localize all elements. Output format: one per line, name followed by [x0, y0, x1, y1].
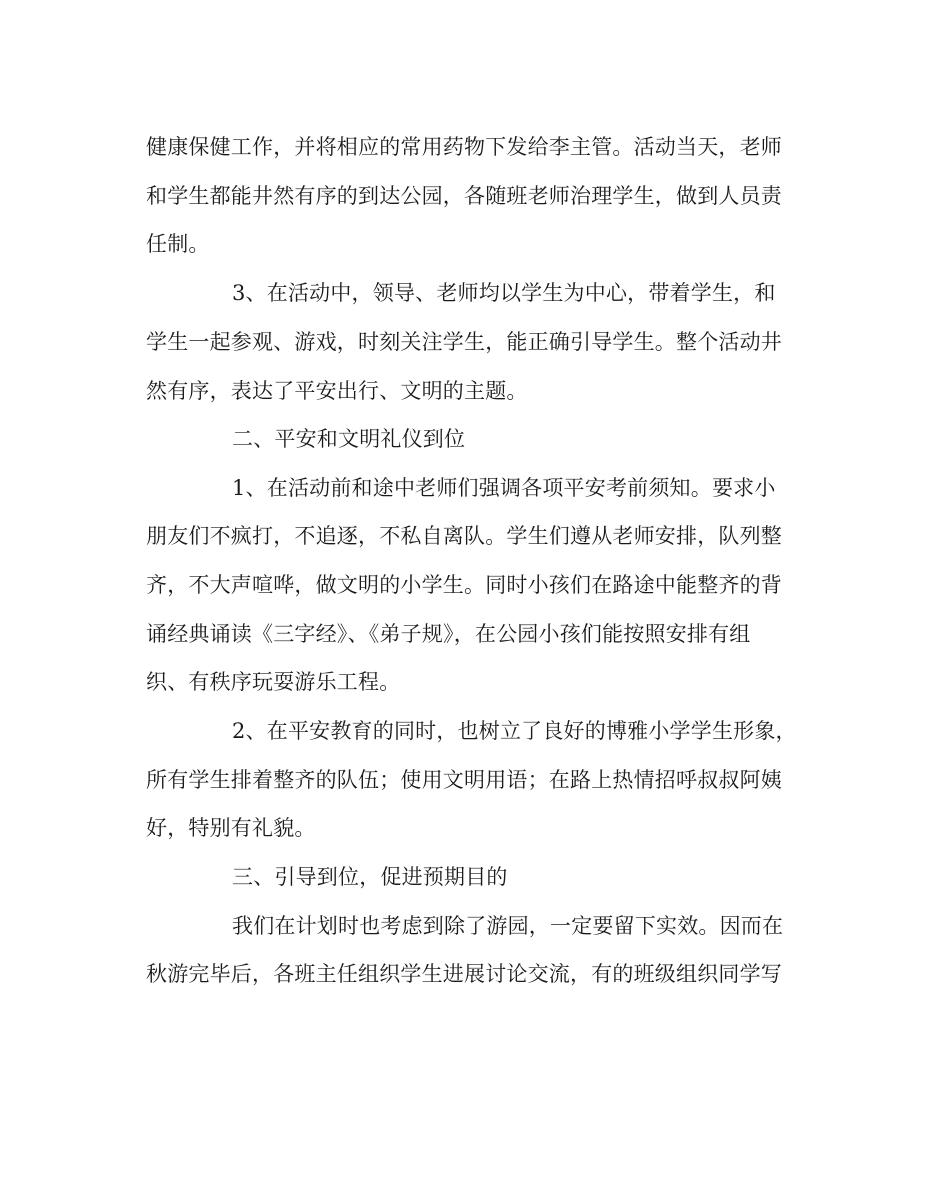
- section-heading: 三、引导到位，促进预期目的: [232, 865, 508, 889]
- body-text-line: 和学生都能井然有序的到达公园，各随班老师治理学生，做到人员责: [146, 184, 782, 208]
- body-text-line: 任制。: [146, 232, 210, 256]
- paragraph-first-line: 我们在计划时也考虑到除了游园，一定要留下实效。因而在: [232, 914, 784, 938]
- body-text-line: 健康保健工作，并将相应的常用药物下发给李主管。活动当天，老师: [146, 135, 782, 159]
- body-text-line: 好，特别有礼貌。: [146, 816, 316, 840]
- body-text-line: 然有序，表达了平安出行、文明的主题。: [146, 379, 528, 403]
- body-text-line: 织、有秩序玩耍游乐工程。: [146, 670, 401, 694]
- paragraph-first-line: 1、在活动前和途中老师们强调各项平安考前须知。要求小: [232, 476, 776, 500]
- body-text-line: 朋友们不疯打，不追逐，不私自离队。学生们遵从老师安排，队列整: [146, 524, 782, 548]
- body-text-line: 秋游完毕后，各班主任组织学生进展讨论交流，有的班级组织同学写: [146, 962, 782, 986]
- section-heading: 二、平安和文明礼仪到位: [232, 427, 466, 451]
- paragraph-first-line: 2、在平安教育的同时，也树立了良好的博雅小学学生形象，: [232, 719, 797, 743]
- paragraph-first-line: 3、在活动中，领导、老师均以学生为中心，带着学生，和: [232, 281, 776, 305]
- body-text-line: 齐，不大声喧哗，做文明的小学生。同时小孩们在路途中能整齐的背: [146, 573, 782, 597]
- body-text-line: 所有学生排着整齐的队伍；使用文明用语；在路上热情招呼叔叔阿姨: [146, 768, 782, 792]
- body-text-line: 学生一起参观、游戏，时刻关注学生，能正确引导学生。整个活动井: [146, 330, 782, 354]
- body-text-line: 诵经典诵读《三字经》、《弟子规》，在公园小孩们能按照安排有组: [146, 622, 751, 646]
